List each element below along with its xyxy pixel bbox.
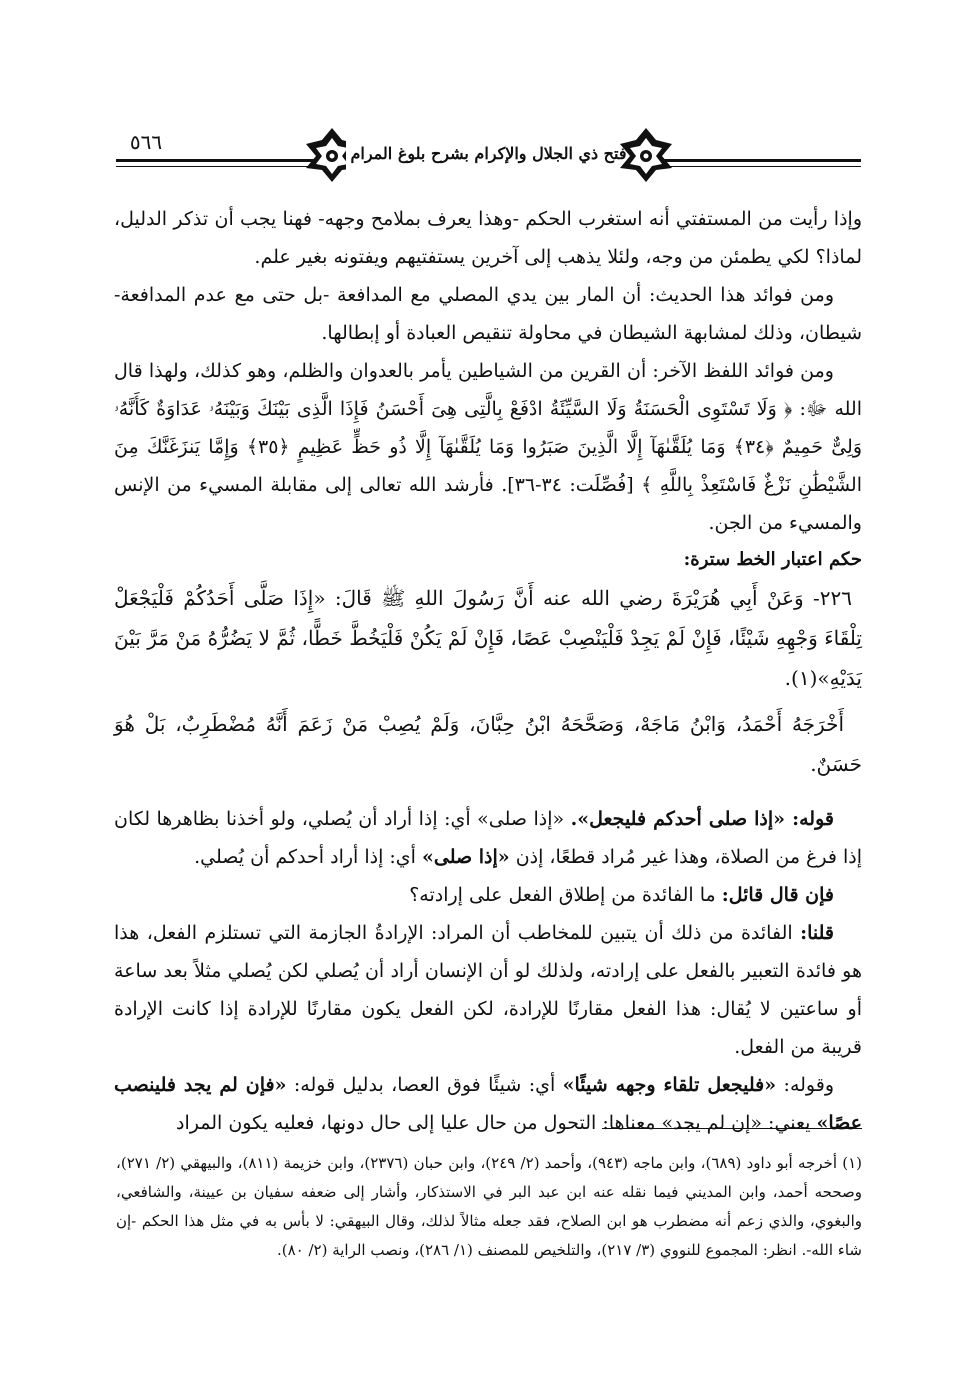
paragraph-7-text-c: أي: شيئًا فوق العصا، بدليل قوله: xyxy=(286,1074,563,1096)
paragraph-5-lead: فإن قال قائل: xyxy=(721,884,834,906)
footnote-separator xyxy=(602,1128,862,1129)
hadith-takhrij: أَخْرَجَهُ أَحْمَدُ، وَابْنُ مَاجَهْ، وَصَحَّحَهُ ابْنُ حِبَّانَ، وَلَمْ يُصِبْ مَنْ زَعَمَ أَنَّهُ مُضْطَرِبٌ، بَلْ هُوَ حَسَنٌ. xyxy=(114,712,862,776)
book-title: فتح ذي الجلال والإكرام بشرح بلوغ المرام xyxy=(346,136,631,172)
main-text xyxy=(114,200,862,1142)
paragraph-2: ومن فوائد هذا الحديث: أن المار بين يدي المصلي مع المدافعة -بل حتى مع عدم المدافعة- شيطان، وذلك لمشابهة الشيطان في محاولة تنقيص العبادة أو إبطالها. xyxy=(114,284,862,344)
paragraph-1: وإذا رأيت من المستفتي أنه استغرب الحكم -وهذا يعرف بملامح وجهه- فهنا يجب أن تذكر الدليل، لماذا؟ لكي يطمئن من وجه، ولئلا يذهب إلى آخرين يستفتيهم ويفتونه بغير علم. xyxy=(114,208,862,268)
paragraph-6-text: الفائدة من ذلك أن يتبين للمخاطب أن المراد: الإرادةُ الجازمة التي تستلزم الفعل، هذا هو فائدة التعبير بالفعل على إرادته، ولذلك لو أن الإنسان أراد أن يُصلي لكن يُصلي مثلاً بعد ساعة أو ساعتين لا يُقال: هذا الفعل مقارنًا للإرادة، لكن الفعل يكون مقارنًا للإرادة إذا كانت الإرادة قريبة من الفعل. xyxy=(114,922,862,1058)
page-number: ٥٦٦ xyxy=(129,130,163,154)
right-ornament-icon xyxy=(616,126,676,184)
paragraph-4 xyxy=(114,800,862,876)
paragraph-4-quote: «إذا صلى» xyxy=(422,846,510,868)
footnote: (١) أخرجه أبو داود (٦٨٩)، وابن ماجه (٩٤٣)، وأحمد (٢/ ٢٤٩)، وابن حبان (٢٣٧٦)، وابن خزيمة (٨١١)، والبيهقي (٢/ ٢٧١)، وصححه أحمد، وابن المديني فيما نقله عنه ابن عبد البر في الاستذكار، وأشار إلى ضعفه سفيان بن عيينة، والشافعي، والبغوي، والذي زعم أنه مضطرب هو ابن الصلاح، فقد جعله مثالاً لذلك، وقال البيهقي: لا بأس به في مثل هذا الحكم -إن شاء الله-. انظر: المجموع للنووي (٣/ ٢١٧)، والتلخيص للمصنف (١/ ٢٨٦)، ونصب الراية (٢/ ٨٠). xyxy=(116,1154,863,1259)
quran-verse: ﴿ وَلَا تَسْتَوِى الْحَسَنَةُ وَلَا السَّيِّئَةُ ادْفَعْ بِالَّتِى هِىَ أَحْسَنُ فَإِذَا الَّذِى بَيْنَكَ وَبَيْنَهُۥ عَدَاوَةٌ كَأَنَّهُۥ وَلِىٌّ حَمِيمٌ ﴿٣٤﴾ وَمَا يُلَقَّىٰهَآ إِلَّا الَّذِينَ صَبَرُوا وَمَا يُلَقَّىٰهَآ إِلَّا ذُو حَظٍّ عَظِيمٍ ﴿٣٥﴾ وَإِمَّا يَنزَغَنَّكَ مِنَ الشَّيْطَٰنِ نَزْغٌ فَاسْتَعِذْ بِاللَّهِ ﴾ xyxy=(114,398,862,496)
paragraph-4-lead: قوله: «إذا صلى أحدكم فليجعل». xyxy=(570,808,834,830)
paragraph-4-text-c: أي: إذا أراد أحدكم أن يُصلي. xyxy=(194,846,422,868)
hadith-text: ٢٢٦- وَعَنْ أَبِي هُرَيْرَةَ رضي الله عنه أَنَّ رَسُولَ اللهِ ﷺ قَالَ: «إِذَا صَلَّى أَحَدُكُمْ فَلْيَجْعَلْ تِلْقَاءَ وَجْهِهِ شَيْئًا، فَإِنْ لَمْ يَجِدْ فَلْيَنْصِبْ عَصًا، فَإِنْ لَمْ يَكُنْ فَلْيَخُطَّ خَطًّا، ثُمَّ لا يَضُرُّهُ مَنْ مَرَّ بَيْنَ يَدَيْهِ»(١). xyxy=(114,586,862,690)
paragraph-6-lead: قلنا: xyxy=(800,922,834,944)
paragraph-7-text-a: وقوله: xyxy=(776,1074,834,1096)
paragraph-5 xyxy=(114,876,862,914)
paragraph-7-quote-1: «فليجعل تلقاء وجهه شيئًا» xyxy=(562,1074,777,1096)
paragraph-3-intro: ومن فوائد اللفظ الآخر: أن القرين من الشياطين يأمر بالعدوان والظلم، وهو كذلك، ولهذا قال الله ﷻ: xyxy=(114,360,862,420)
quran-reference: [فُصِّلَت: ٣٤-٣٦]. xyxy=(501,474,634,496)
page-header xyxy=(116,122,861,200)
paragraph-5-text: ما الفائدة من إطلاق الفعل على إرادته؟ xyxy=(409,884,722,906)
section-heading: حكم اعتبار الخط سترة: xyxy=(683,549,862,570)
paragraph-3 xyxy=(114,352,862,542)
paragraph-7-quote-2: «فإن لم يجد فلينصب عصًا» xyxy=(114,1074,862,1134)
paragraph-6 xyxy=(114,914,862,1066)
paragraph-3-conclusion: فأرشد الله تعالى إلى مقابلة المسيء من الإنس والمسيء من الجن. xyxy=(114,474,862,534)
paragraph-4-text-a: «إذا صلى» أي: إذا أراد أن يُصلي، ولو أخذنا بظاهرها لكان إذا فرغ من الصلاة، وهذا غير مُراد قطعًا، إذن xyxy=(114,808,862,868)
paragraph-7 xyxy=(114,1066,862,1142)
paragraph-7-text-e: يعني: «إن لم يجد» معناها: التحول من حال عليا إلى حال دونها، فعليه يكون المراد xyxy=(176,1112,817,1134)
